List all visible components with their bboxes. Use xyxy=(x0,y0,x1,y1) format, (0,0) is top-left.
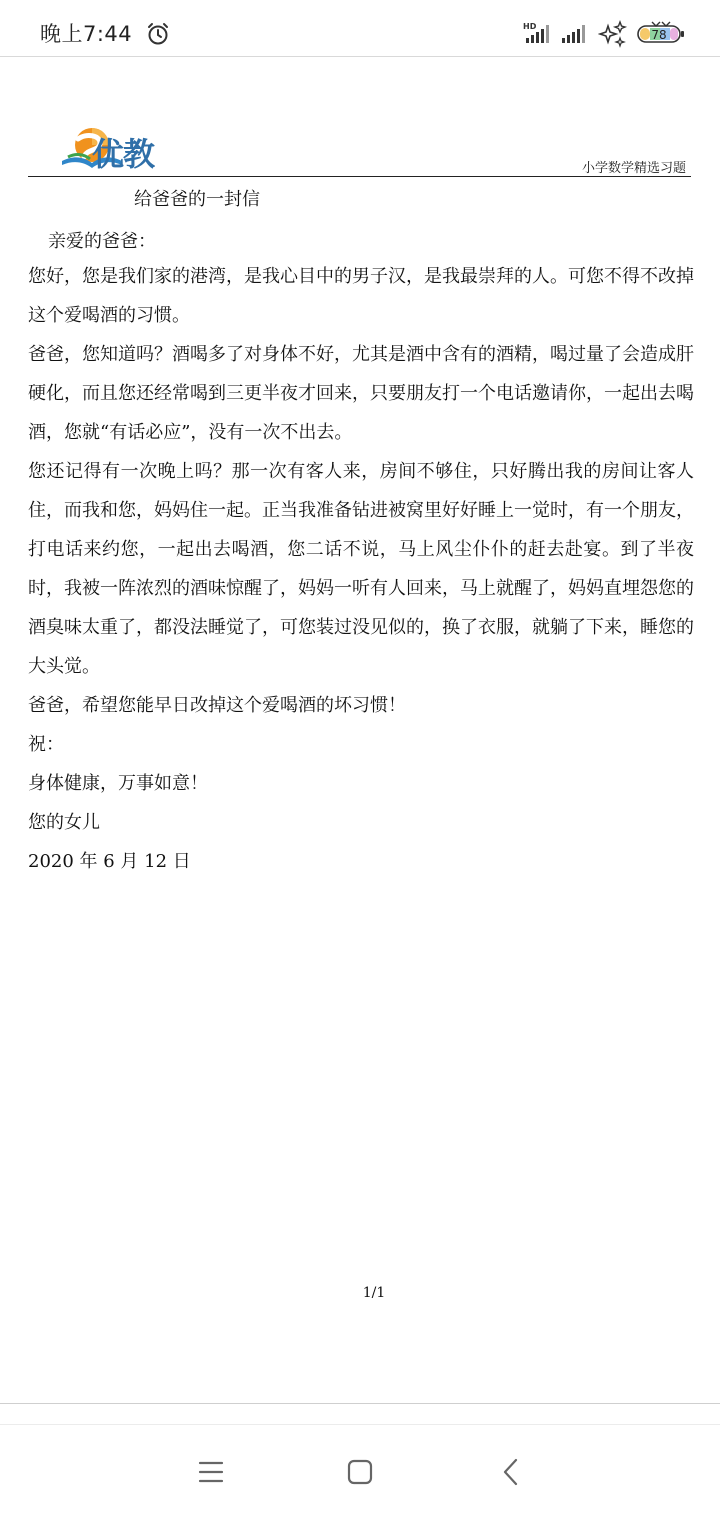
sparkle-icon xyxy=(598,20,628,48)
paragraph: 您好，您是我们家的港湾，是我心目中的男子汉，是我最崇拜的人。可您不得不改掉这个爱喝酒的习惯。 xyxy=(28,266,694,326)
header-divider xyxy=(28,176,691,177)
status-bar xyxy=(0,0,720,57)
menu-icon[interactable] xyxy=(189,1450,233,1494)
svg-text:HD: HD xyxy=(523,22,537,31)
closing-line: 祝： xyxy=(28,734,64,755)
paragraph: 您还记得有一次晚上吗？那一次有客人来，房间不够住，只好腾出我的房间让客人住，而我和您，妈妈住一起。正当我准备钻进被窝里好好睡上一觉时，有一个朋友，打电话来约您，一起出去喝酒，您二话不说，马上风尘仆仆的赶去赴宴。到了半夜时，我被一阵浓烈的酒味惊醒了，妈妈一听有人回来，马上就醒了，妈妈直埋怨您的酒臭味太重了，都没法睡觉了，可您装过没见似的，换了衣服，就躺了下来，睡您的大头觉。 xyxy=(28,461,694,677)
alarm-icon xyxy=(146,22,170,46)
closing-wish: 身体健康，万事如意！ xyxy=(28,773,208,794)
signal-icon xyxy=(560,22,590,44)
back-icon[interactable] xyxy=(490,1450,534,1494)
home-icon[interactable] xyxy=(338,1450,382,1494)
battery-icon xyxy=(636,20,686,46)
signal-hd-icon xyxy=(522,20,552,44)
letter-salutation: 亲爱的爸爸： xyxy=(48,231,156,252)
navigation-bar xyxy=(0,1403,720,1521)
signature: 您的女儿 xyxy=(28,812,100,833)
header-subtitle: 小学数学精选习题 xyxy=(581,161,686,176)
letter-title: 给爸爸的一封信 xyxy=(134,189,260,210)
letter-body xyxy=(28,257,694,881)
svg-text:78: 78 xyxy=(651,28,667,42)
paragraph: 爸爸，您知道吗？酒喝多了对身体不好，尤其是酒中含有的酒精，喝过量了会造成肝硬化，而且您还经常喝到三更半夜才回来，只要朋友打一个电话邀请你，一起出去喝酒，您就“有话必应”，没有一次不出去。 xyxy=(28,344,694,443)
paragraph: 爸爸，希望您能早日改掉这个爱喝酒的坏习惯！ xyxy=(28,695,406,716)
document-page[interactable] xyxy=(0,57,720,1403)
nav-divider xyxy=(0,1424,720,1425)
status-time: 晚上7:44 xyxy=(40,22,133,46)
page-number: 1/1 xyxy=(362,1285,386,1301)
logo-text: 优教 xyxy=(92,135,155,173)
letter-date: 2020 年 6 月 12 日 xyxy=(28,851,191,872)
